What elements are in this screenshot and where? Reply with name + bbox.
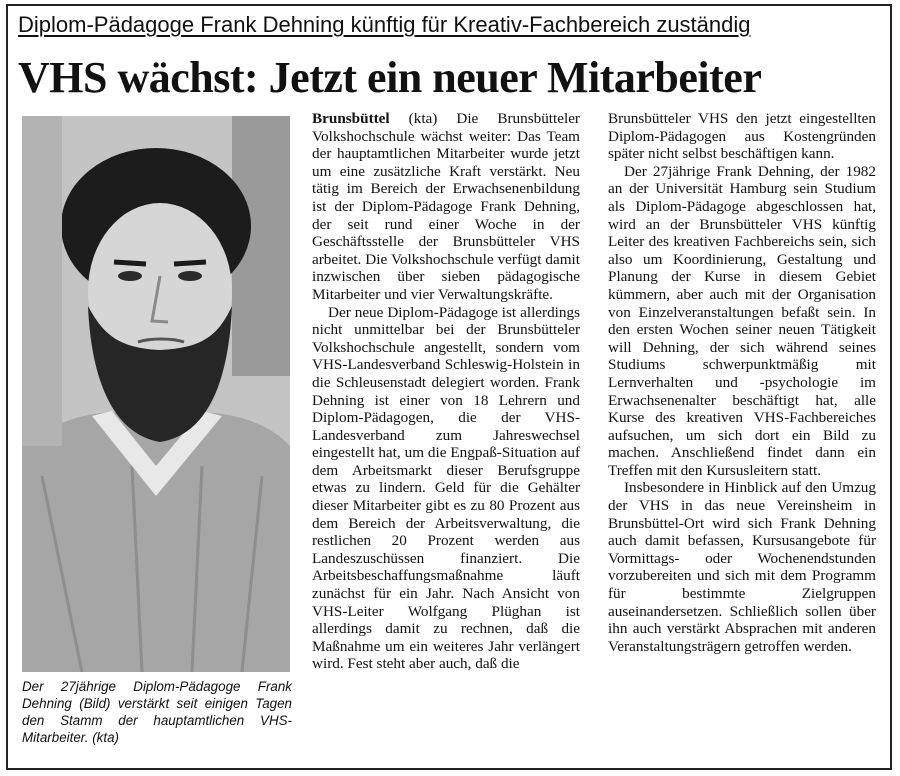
paragraph: Insbesondere in Hinblick auf den Umzug der VHS in das neue Vereinsheim in Brunsbüttel-Ort wird sich Frank Dehning auch damit befassen, Kursusangebote für Vormittags- oder Wochenendstunden vorzubereiten und sich mit dem Programm für bestimmte Zielgruppen auseinandersetzen. Schließlich sollen über ihn auch verstärkt Absprachen mit anderen Veranstaltungsträgern getroffen werden. [608,479,876,655]
dateline: Brunsbüttel [312,110,390,127]
photo-caption: Der 27jährige Diplom-Pädagoge Frank Dehning (Bild) verstärkt seit einigen Tagen den Stamm der hauptamtlichen VHS-Mitarbeiter. (kta) [22,679,292,745]
paragraph: Der 27jährige Frank Dehning, der 1982 an der Universität Hamburg sein Studium als Diplom-Pädagoge abgeschlossen hat, wird an der Brunsbütteler VHS künftig Leiter des kreativen Fachbereichs sein, sich also um Koordinierung, Gestaltung und Planung der Kurse in diesem Gebiet kümmern, aber auch mit der Organisation von Einzelveranstaltungen befaßt sein. In den ersten Wochen seiner neuen Tätigkeit will Dehning, der sich während seines Studiums schwerpunktmäßig mit Lernverhalten und -psychologie im Erwachsenenalter beschäftigt hat, alle Kurse des kreativen VHS-Fachbereiches aufsuchen, um sich dort ein Bild zu machen. Anschließend findet dann ein Treffen mit den Kursusleitern statt. [608,162,876,479]
article-headline: VHS wächst: Jetzt ein neuer Mitarbeiter [18,53,762,102]
article-column-2 [312,110,580,673]
portrait-illustration [22,116,290,672]
portrait-photo [22,116,290,672]
article-column-3 [608,110,876,655]
paragraph: Der neue Diplom-Pädagoge ist allerdings nicht unmittelbar bei der Brunsbütteler Volkshochschule angestellt, sondern vom VHS-Landesverband Schleswig-Holstein in die Schleusenstadt delegiert worden. Frank Dehning ist einer von 18 Lehrern und Diplom-Pädagogen, die der VHS-Landesverband zum Jahreswechsel eingestellt hat, um die Engpaß-Situation auf dem Arbeitsmarkt dieser Berufsgruppe etwas zu lindern. Geld für die Gehälter dieser Mitarbeiter gibt es zu 80 Prozent aus dem Bereich der Arbeitsverwaltung, die restlichen 20 Prozent werden aus Landeszuschüssen finanziert. Die Arbeitsbeschaffungsmaßnahme läuft zunächst für ein Jahr. Nach Ansicht von VHS-Leiter Wolfgang Plüghan ist allerdings damit zu rechnen, daß die Maßnahme um ein weiteres Jahr verlängert wird. Fest steht aber auch, daß die [312,303,580,673]
paragraph-text: (kta) Die Brunsbütteler Volkshochschule wächst weiter: Das Team der hauptamtlichen Mitarbeiter wurde jetzt um eine zusätzliche Kraft verstärkt. Neu tätig im Bereich der Erwachsenenbildung ist der Diplom-Pädagoge Frank Dehning, der seit rund einer Woche in der Geschäftsstelle der Brunsbütteler VHS arbeitet. Die Volkshochschule verfügt damit inzwischen über sieben pädagogische Mitarbeiter und vier Verwaltungskräfte. [312,110,580,303]
paragraph: Brunsbütteler VHS den jetzt eingestellten Diplom-Pädagogen aus Kostengründen später nicht selbst beschäftigen kann. [608,110,876,163]
paragraph [312,110,580,304]
article-kicker: Diplom-Pädagoge Frank Dehning künftig für Kreativ-Fachbereich zuständig [18,12,751,37]
